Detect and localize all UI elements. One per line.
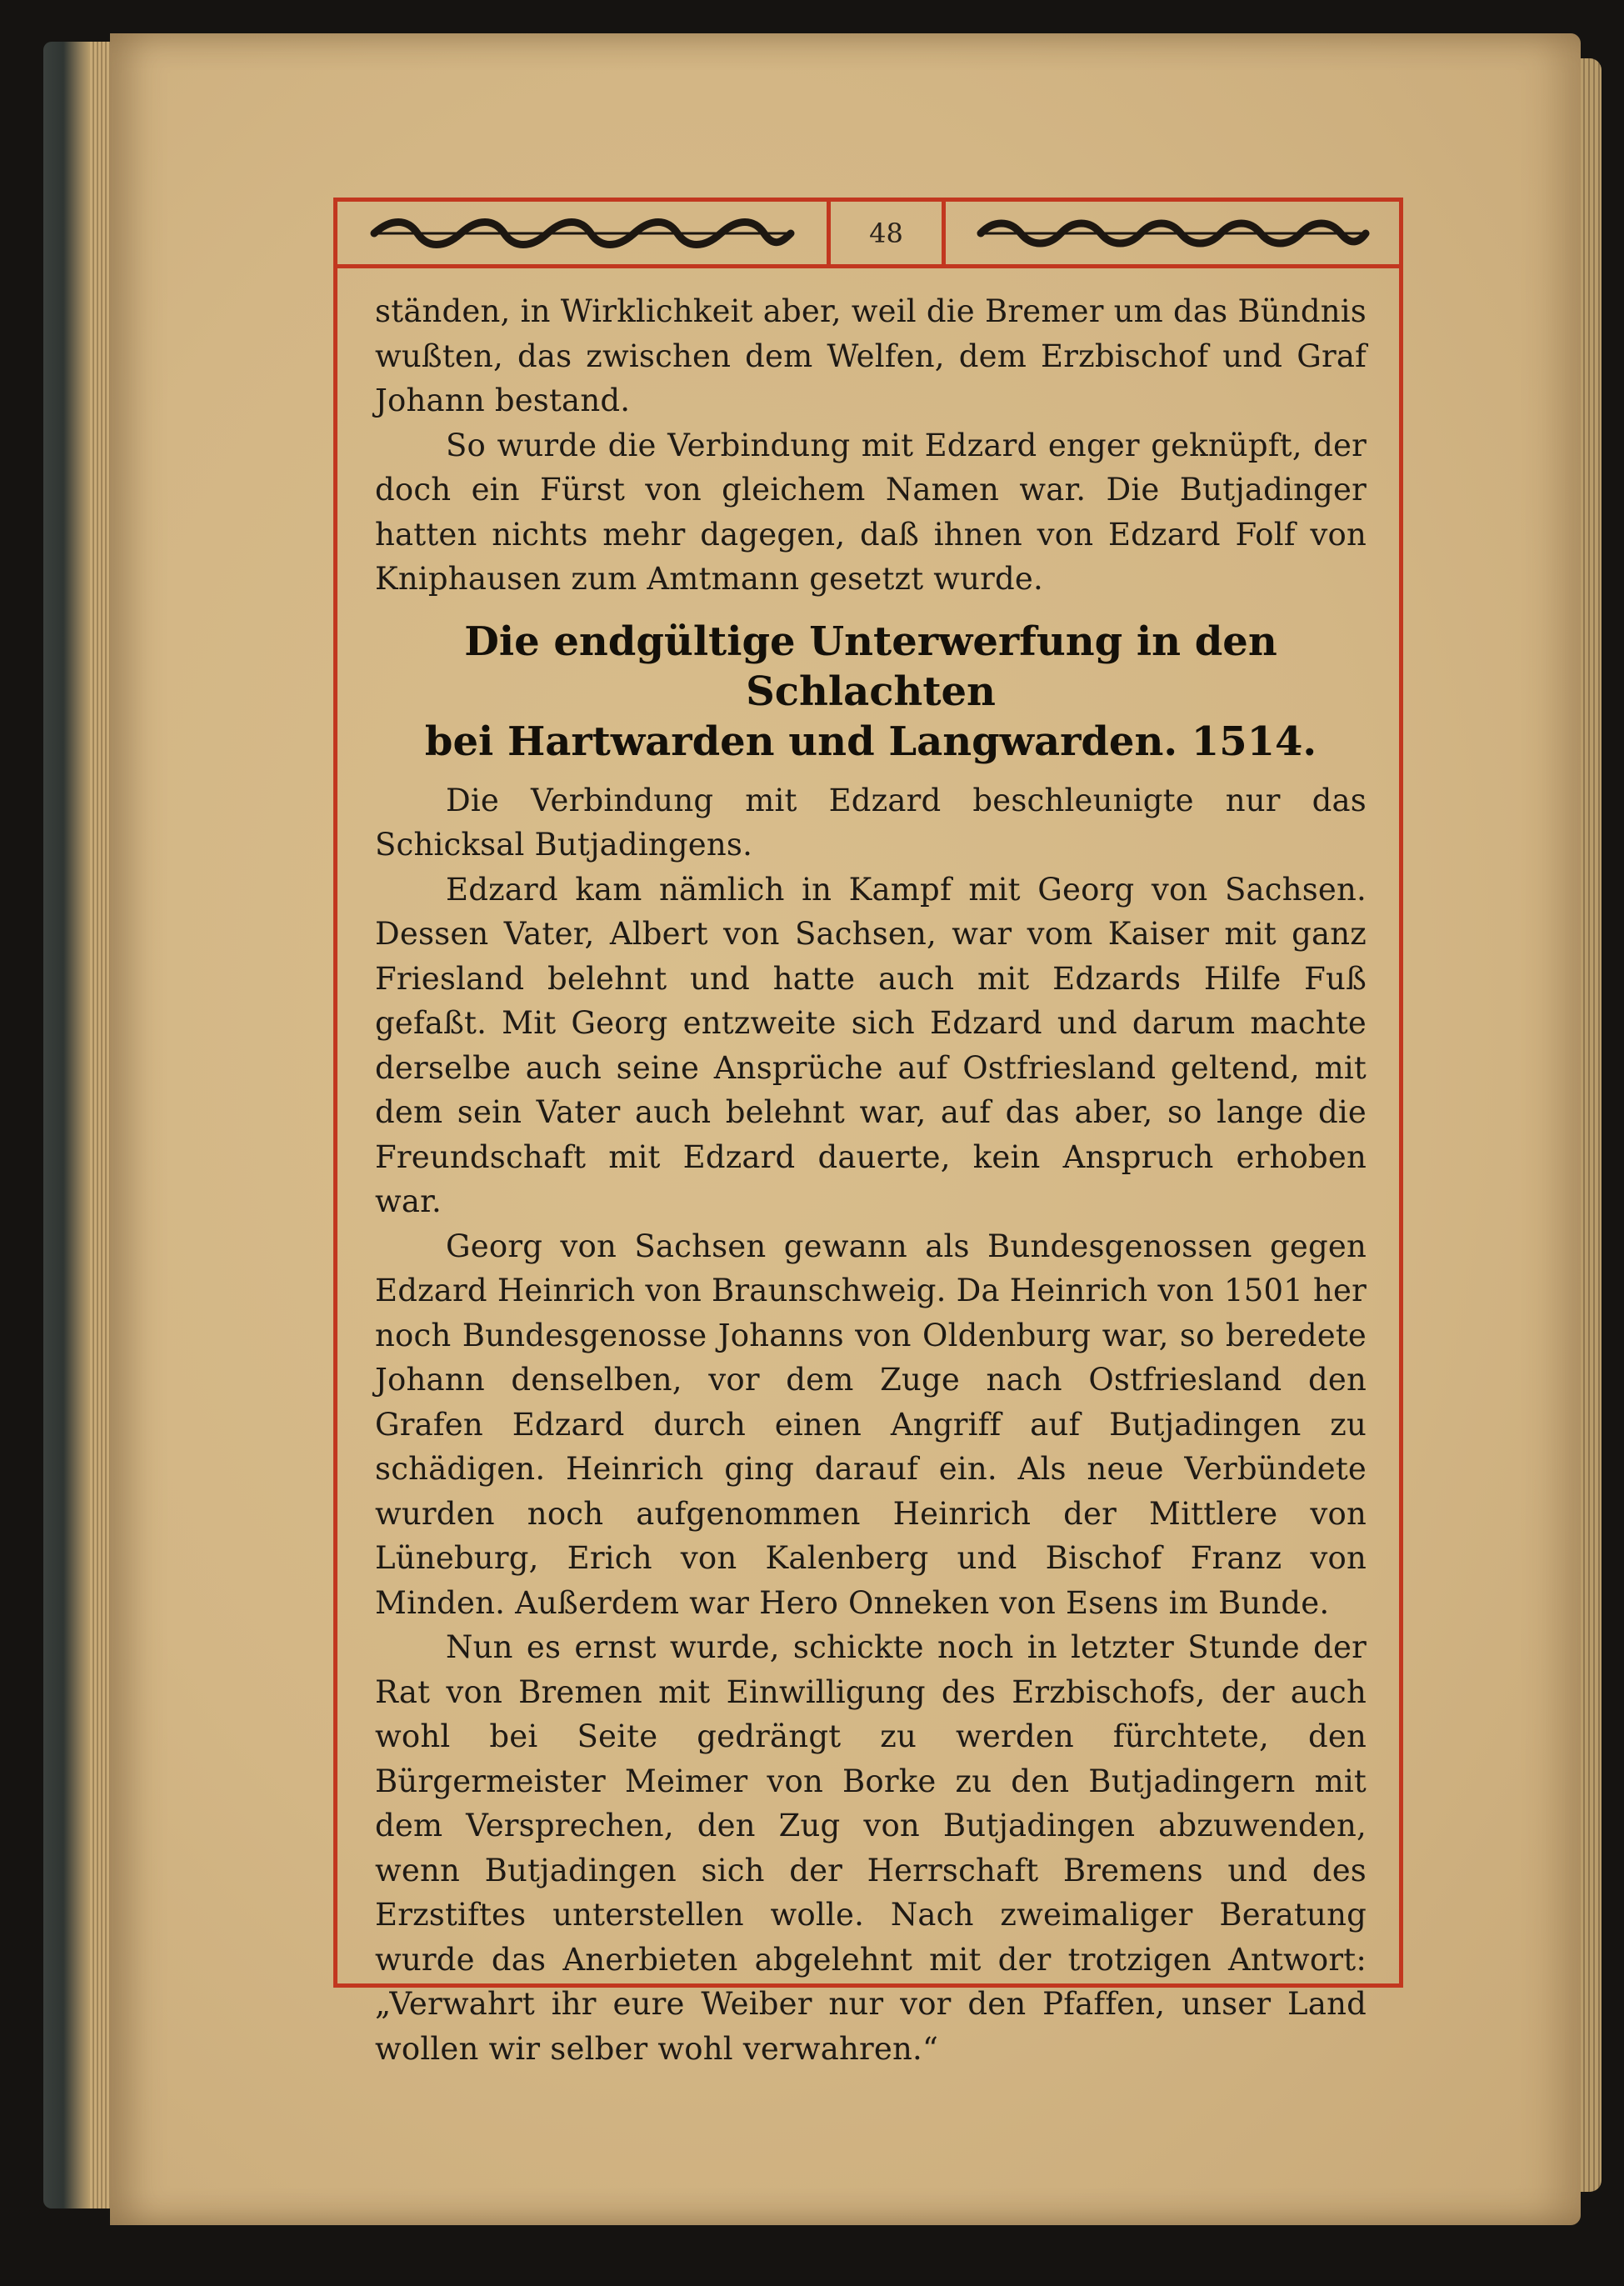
section-heading-line-1: Die endgültige Unterwerfung in den Schlachten	[464, 618, 1277, 715]
page-header	[337, 202, 1399, 268]
paragraph: Nun es ernst wurde, schickte noch in letzter Stunde der Rat von Bremen mit Einwilligung des Erzbischofs, der auch wohl bei Seite gedrängt zu werden fürchtete, den Bürgermeister Meimer von Borke zu den Butjadingern mit dem Versprechen, den Zug von Butjadingen abzuwenden, wenn Butjadingen sich der Herrschaft Bremens und des Erzstiftes unterstellen wolle. Nach zweimaliger Beratung wurde das Anerbieten abgelehnt mit der trotzigen Antwort: „Verwahrt ihr eure Weiber nur vor den Pfaffen, unser Land wollen wir selber wohl verwahren.“	[375, 1629, 1367, 2067]
paragraph: Georg von Sachsen gewann als Bundesgenossen gegen Edzard Heinrich von Braunschweig. Da Heinrich von 1501 her noch Bundesgenosse Johanns von Oldenburg war, so beredete Johann denselben, vor dem Zuge nach Ostfriesland den Grafen Edzard durch einen Angriff auf Butjadingen zu schädigen. Heinrich ging darauf ein. Als neue Verbündete wurden noch aufgenommen Heinrich der Mittlere von Lüneburg, Erich von Kalenberg und Bischof Franz von Minden. Außerdem war Hero Onneken von Esens im Bunde.	[375, 1228, 1367, 1621]
page-frame	[333, 198, 1403, 2067]
page-number: 48	[869, 217, 903, 249]
section-heading-line-2: bei Hartwarden und Langwarden. 1514.	[424, 718, 1317, 765]
header-page-number-cell	[831, 202, 946, 264]
ornament-left-icon	[366, 217, 799, 250]
book-spine-edge	[43, 42, 110, 2208]
header-ornament-right-cell	[946, 202, 1399, 264]
page-body	[375, 289, 1367, 2071]
paragraph: Die Verbindung mit Edzard beschleunigte nur das Schicksal Butjadingens.	[375, 782, 1367, 863]
paragraph: So wurde die Verbindung mit Edzard enger geknüpft, der doch ein Fürst von gleichem Namen war. Die Butjadinger hatten nichts mehr dagegen, daß ihnen von Edzard Folf von Kniphausen zum Amtmann gesetzt wurde.	[375, 427, 1367, 597]
paragraph: Edzard kam nämlich in Kampf mit Georg von Sachsen. Dessen Vater, Albert von Sachsen, war vom Kaiser mit ganz Friesland belehnt und hatte auch mit Edzards Hilfe Fuß gefaßt. Mit Georg entzweite sich Edzard und darum machte derselbe auch seine Ansprüche auf Ostfriesland geltend, mit dem sein Vater auch belehnt war, auf das aber, so lange die Freundschaft mit Edzard dauerte, kein Anspruch erhoben war.	[375, 871, 1367, 1219]
ornament-right-icon	[972, 217, 1372, 250]
section-heading	[375, 617, 1367, 767]
paragraph-continued: ständen, in Wirklichkeit aber, weil die Bremer um das Bündnis wußten, das zwischen dem Welfen, dem Erzbischof und Graf Johann bestand.	[375, 293, 1367, 418]
header-ornament-left-cell	[337, 202, 831, 264]
